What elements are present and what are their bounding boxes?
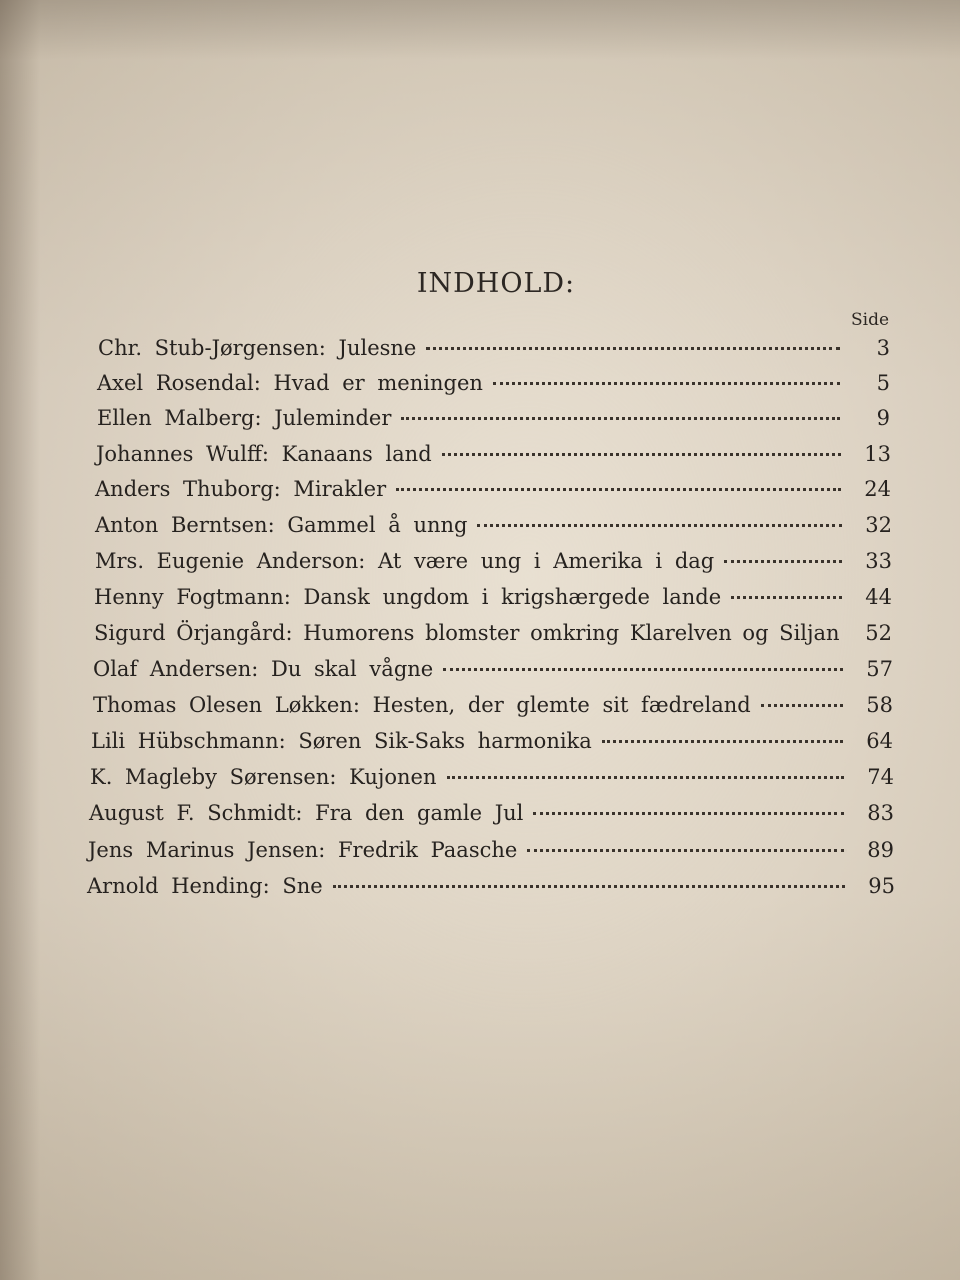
- toc-entry: [94, 585, 892, 617]
- toc-entry-title: Sigurd Örjangård: Humorens blomster omkring Klarelven og Siljan: [94, 621, 840, 645]
- dot-leader: [477, 524, 842, 527]
- toc-entry-title: Arnold Hending: Sne: [87, 874, 323, 898]
- dot-leader: [493, 382, 840, 385]
- toc-entry-title: August F. Schmidt: Fra den gamle Jul: [89, 801, 524, 825]
- toc-entry: [94, 621, 892, 653]
- page-column-label: Side: [851, 310, 890, 330]
- toc-entry: [96, 442, 891, 474]
- toc-entry: [97, 406, 890, 438]
- dot-leader: [401, 417, 840, 420]
- dot-leader: [602, 740, 843, 743]
- toc-entry-title: Chr. Stub-Jørgensen: Julesne: [98, 336, 417, 360]
- toc-entry: [95, 513, 892, 545]
- toc-entry-page: 52: [865, 621, 892, 645]
- toc-entry-page: 24: [864, 477, 891, 501]
- dot-leader: [333, 885, 845, 888]
- toc-entry-page: 32: [865, 513, 892, 537]
- toc-entry-title: Thomas Olesen Løkken: Hesten, der glemte sit fædreland: [93, 693, 751, 717]
- toc-entry-title: Olaf Andersen: Du skal vågne: [93, 657, 434, 681]
- toc-heading: INDHOLD:: [416, 268, 576, 299]
- dot-leader: [533, 812, 844, 815]
- toc-entry: [95, 477, 891, 509]
- toc-entry-page: 74: [867, 765, 894, 789]
- toc-entry: [93, 657, 893, 689]
- toc-entry: [91, 729, 893, 761]
- toc-entry: [93, 693, 893, 725]
- dot-leader: [443, 668, 843, 671]
- toc-entry-title: Ellen Malberg: Juleminder: [97, 406, 392, 430]
- toc-entry-title: Anders Thuborg: Mirakler: [95, 477, 387, 501]
- toc-entry-title: Anton Berntsen: Gammel å unng: [95, 513, 468, 537]
- toc-entry-title: K. Magleby Sørensen: Kujonen: [90, 765, 437, 789]
- toc-entry: [89, 801, 894, 833]
- toc-entry-title: Jens Marinus Jensen: Fredrik Paasche: [88, 838, 518, 862]
- toc-entry-title: Lili Hübschmann: Søren Sik-Saks harmonika: [91, 729, 592, 753]
- toc-entry: [87, 874, 895, 906]
- dot-leader: [442, 453, 841, 456]
- toc-entry: [90, 765, 894, 797]
- toc-entry-title: Johannes Wulff: Kanaans land: [96, 442, 432, 466]
- toc-entry: [98, 336, 890, 368]
- toc-entry-page: 33: [865, 549, 892, 573]
- toc-entry-page: 83: [867, 801, 894, 825]
- toc-entry-page: 64: [866, 729, 893, 753]
- dot-leader: [731, 596, 842, 599]
- toc-entry-page: 95: [868, 874, 895, 898]
- toc-entry-title: Henny Fogtmann: Dansk ungdom i krigshærgede lande: [94, 585, 722, 609]
- dot-leader: [527, 849, 844, 852]
- toc-entry: [95, 549, 892, 581]
- toc-entry-page: 5: [876, 371, 890, 395]
- toc-entry-page: 13: [864, 442, 891, 466]
- toc-entry-page: 9: [876, 406, 890, 430]
- dot-leader: [761, 704, 843, 707]
- toc-entry: [97, 371, 890, 403]
- dot-leader: [447, 776, 844, 779]
- toc-entry-page: 89: [867, 838, 894, 862]
- toc-entry-title: Axel Rosendal: Hvad er meningen: [97, 371, 483, 395]
- dot-leader: [426, 347, 840, 350]
- dot-leader: [724, 560, 842, 563]
- dot-leader: [396, 488, 841, 491]
- toc-entry-page: 3: [876, 336, 890, 360]
- toc-entry-page: 57: [866, 657, 893, 681]
- toc-entry-page: 58: [866, 693, 893, 717]
- toc-entry-page: 44: [865, 585, 892, 609]
- toc-entry-title: Mrs. Eugenie Anderson: At være ung i Amerika i dag: [95, 549, 715, 573]
- toc-entry: [88, 838, 894, 870]
